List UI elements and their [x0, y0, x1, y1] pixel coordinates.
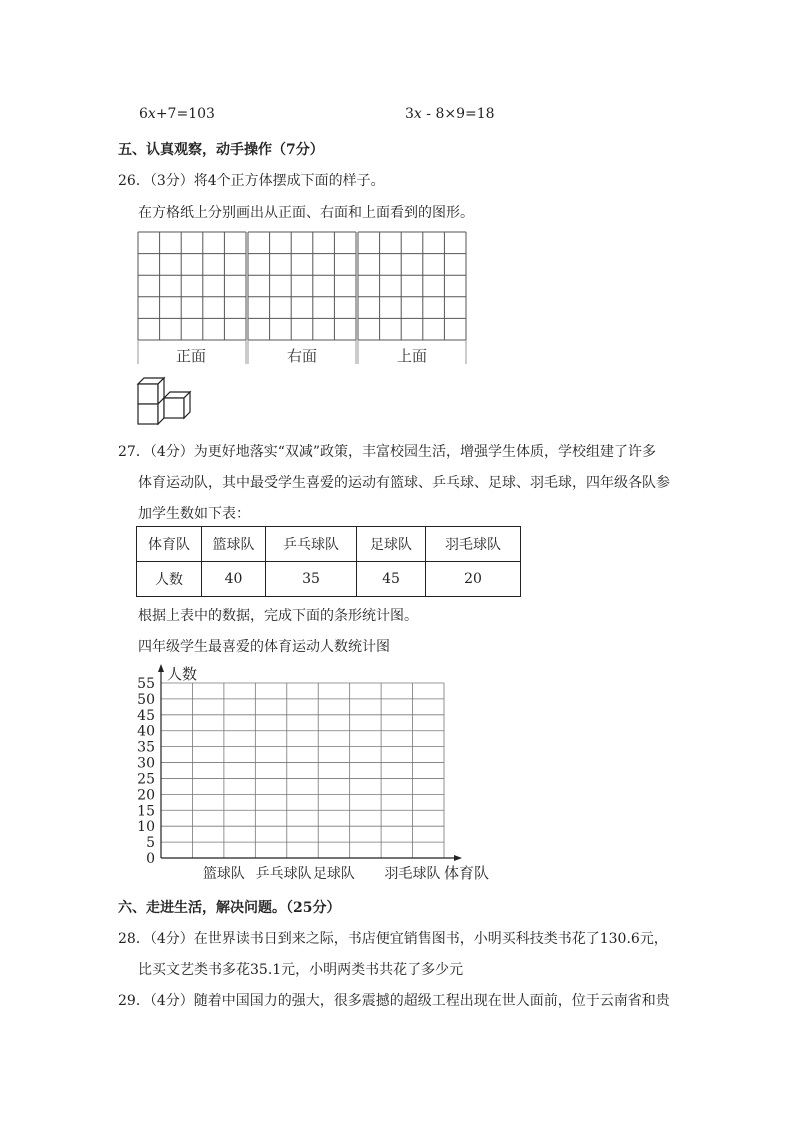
sports-team-table	[136, 526, 521, 597]
q26-instruction: 在方格纸上分别画出从正面、右面和上面看到的图形。	[138, 205, 474, 221]
question-text: （3分）将4个正方体摆成下面的样子。	[149, 173, 385, 189]
x-category-label: 足球队	[312, 866, 355, 882]
grid-label-right: 右面	[286, 347, 318, 365]
x-category-label: 篮球队	[202, 866, 245, 882]
table-cell: 45	[357, 562, 426, 597]
y-tick-label: 15	[137, 803, 155, 820]
cube-front-face	[138, 404, 158, 424]
cube-front-face	[138, 384, 158, 404]
grid-paper	[358, 232, 466, 364]
y-tick-label: 45	[137, 707, 155, 724]
question-text-line-1: （4分）为更好地落实“双减”政策，丰富校园生活，增强学生体质，学校组建了许多	[149, 444, 657, 460]
y-tick-label: 30	[137, 755, 155, 772]
view-grid-papers	[136, 230, 470, 366]
question-27-line-2: 体育运动队，其中最受学生喜爱的运动有篮球、乒乓球、足球、羽毛球，四年级各队参	[138, 475, 670, 491]
question-number: 27．	[118, 444, 150, 460]
cube-front-face	[164, 398, 184, 418]
y-tick-label: 55	[137, 676, 155, 692]
y-tick-label: 0	[146, 851, 155, 867]
table-cell: 人数	[137, 562, 202, 597]
y-tick-label: 25	[137, 771, 155, 788]
grid-label-front: 正面	[175, 347, 207, 365]
y-tick-label: 50	[137, 691, 155, 708]
question-number: 28．	[118, 931, 150, 947]
table-cell: 篮球队	[202, 527, 266, 562]
question-text-line-1: （4分）在世界读书日到来之际，书店便宜销售图书，小明买科技类书花了130.6元，	[149, 931, 668, 947]
section-6-heading: 六、走进生活，解决问题。（25分）	[118, 900, 341, 916]
question-number: 26．	[118, 173, 150, 189]
section-5-heading: 五、认真观察，动手操作（7分）	[118, 142, 324, 158]
table-cell: 足球队	[357, 527, 426, 562]
table-cell: 乒乓球队	[266, 527, 357, 562]
y-axis-arrow	[158, 664, 164, 672]
y-axis-label: 人数	[167, 665, 198, 683]
y-tick-label: 35	[137, 739, 155, 756]
chart-heading: 四年级学生最喜爱的体育运动人数统计图	[138, 639, 390, 655]
question-27	[118, 441, 656, 461]
y-tick-label: 5	[146, 835, 155, 852]
y-tick-label: 40	[137, 723, 155, 740]
equation-3x: 3x - 8×9=18	[405, 106, 495, 122]
grid-paper	[248, 232, 356, 364]
table-row	[137, 562, 521, 597]
question-26	[118, 170, 385, 190]
question-text-line-1: （4分）随着中国国力的强大，很多震撼的超级工程出现在世人面前，位于云南省和贵	[149, 993, 670, 1009]
table-cell: 20	[426, 562, 521, 597]
table-cell: 羽毛球队	[426, 527, 521, 562]
q27-after-table: 根据上表中的数据，完成下面的条形统计图。	[138, 608, 418, 624]
x-axis-label: 体育队	[444, 864, 490, 882]
table-cell: 40	[202, 562, 266, 597]
y-tick-label: 10	[137, 819, 155, 836]
grid-paper	[138, 232, 246, 364]
question-28	[118, 928, 668, 948]
question-29	[118, 990, 670, 1010]
equation-6x: 6x+7=103	[139, 106, 215, 122]
question-27-line-3: 加学生数如下表：	[138, 506, 250, 522]
x-axis-arrow	[454, 855, 462, 861]
table-header-row	[137, 527, 521, 562]
x-category-label: 乒乓球队	[255, 866, 312, 882]
bar-chart	[128, 664, 490, 886]
question-number: 29．	[118, 993, 150, 1009]
x-category-label: 羽毛球队	[384, 866, 441, 882]
table-cell: 35	[266, 562, 357, 597]
cubes-illustration	[128, 372, 194, 430]
grid-label-top: 上面	[396, 347, 428, 365]
y-tick-label: 20	[137, 787, 155, 804]
table-cell: 体育队	[137, 527, 202, 562]
question-28-line-2: 比买文艺类书多花35.1元，小明两类书共花了多少元	[138, 962, 464, 978]
